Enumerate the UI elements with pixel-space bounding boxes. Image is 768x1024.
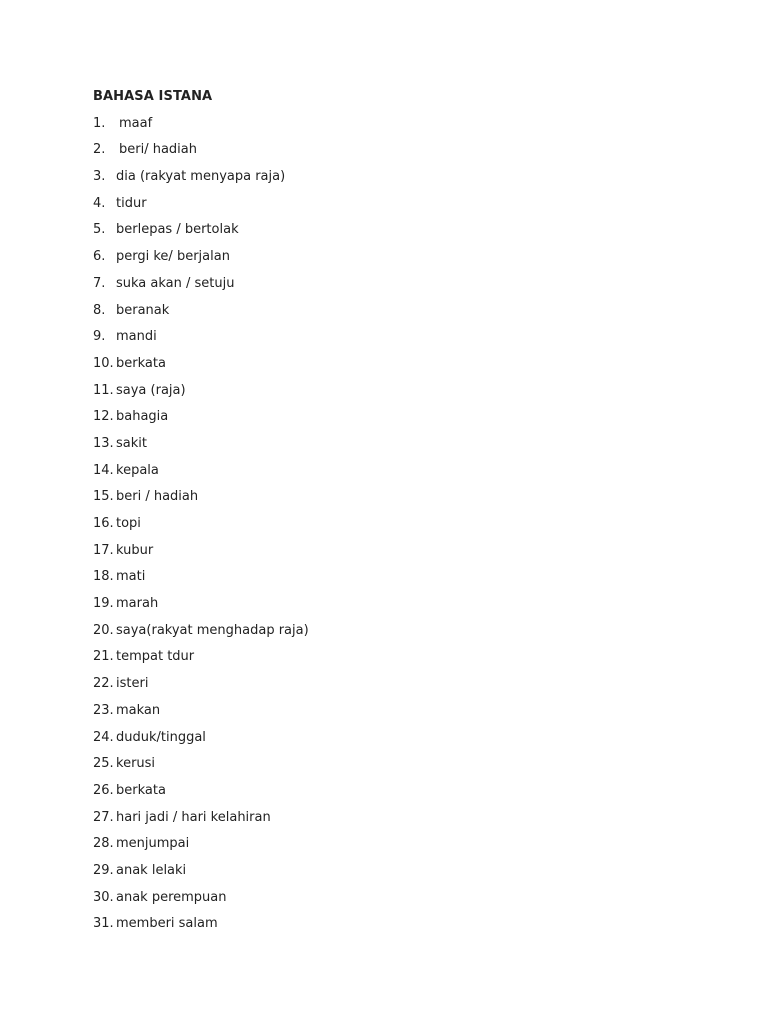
item-number: 19. xyxy=(93,596,114,612)
item-text: tidur xyxy=(116,195,147,211)
item-text: anak lelaki xyxy=(116,862,187,878)
item-text: makan xyxy=(116,702,161,718)
list-item xyxy=(93,593,733,614)
item-text: pergi ke/ berjalan xyxy=(116,249,230,265)
item-number: 5. xyxy=(93,222,106,238)
item-number: 6. xyxy=(93,249,106,265)
item-text: kubur xyxy=(116,542,154,558)
item-number: 23. xyxy=(93,702,114,718)
list-item xyxy=(93,646,733,667)
item-number: 16. xyxy=(93,516,114,531)
word-list xyxy=(93,113,733,935)
item-number: 2. xyxy=(93,142,106,158)
list-item xyxy=(93,486,733,507)
item-text: beri/ hadiah xyxy=(119,142,197,158)
list-item xyxy=(93,860,733,881)
list-item xyxy=(93,113,733,134)
item-number: 10. xyxy=(93,355,114,371)
item-number: 14. xyxy=(93,462,114,478)
list-item xyxy=(93,753,733,774)
item-text: mandi xyxy=(116,329,157,345)
item-number: 27. xyxy=(93,809,114,825)
item-number: 17. xyxy=(93,542,114,558)
list-item xyxy=(93,913,733,934)
item-text: mati xyxy=(116,569,146,585)
list-item xyxy=(93,727,733,748)
item-text: hari jadi / hari kelahiran xyxy=(116,809,271,825)
item-number: 25. xyxy=(93,756,114,772)
list-item xyxy=(93,273,733,294)
item-number: 4. xyxy=(93,195,106,211)
item-text: beranak xyxy=(116,302,170,318)
list-item xyxy=(93,807,733,828)
item-number: 1. xyxy=(93,115,106,131)
item-text: marah xyxy=(116,596,159,612)
item-text: isteri xyxy=(116,676,149,692)
list-item xyxy=(93,300,733,321)
item-number: 28. xyxy=(93,836,114,852)
list-item xyxy=(93,513,733,534)
list-item xyxy=(93,887,733,908)
item-number: 31. xyxy=(93,916,114,932)
list-item xyxy=(93,166,733,187)
list-item xyxy=(93,139,733,160)
item-text: sakit xyxy=(116,435,147,451)
item-text: tempat tdur xyxy=(116,649,195,665)
item-text: anak perempuan xyxy=(116,889,227,905)
item-number: 29. xyxy=(93,862,114,878)
item-text: beri / hadiah xyxy=(116,489,199,505)
list-item xyxy=(93,219,733,240)
item-number: 13. xyxy=(93,435,114,451)
list-item xyxy=(93,326,733,347)
list-item xyxy=(93,460,733,481)
item-text: maaf xyxy=(119,115,153,131)
document-title: BAHASA ISTANA xyxy=(93,89,213,104)
item-number: 30. xyxy=(93,889,114,905)
list-item xyxy=(93,566,733,587)
item-number: 9. xyxy=(93,329,106,345)
item-number: 21. xyxy=(93,649,114,665)
item-number: 24. xyxy=(93,729,114,745)
item-number: 3. xyxy=(93,169,106,185)
item-text: saya (raja) xyxy=(116,382,186,398)
item-text: saya(rakyat menghadap raja) xyxy=(116,622,309,638)
item-text: memberi salam xyxy=(116,916,218,932)
item-text: kerusi xyxy=(116,756,156,772)
item-number: 11. xyxy=(93,382,114,398)
list-item xyxy=(93,700,733,721)
item-number: 18. xyxy=(93,569,114,585)
item-number: 22. xyxy=(93,676,114,692)
list-item xyxy=(93,406,733,427)
list-item xyxy=(93,833,733,854)
item-text: menjumpai xyxy=(116,836,190,852)
list-item xyxy=(93,540,733,561)
list-item xyxy=(93,353,733,374)
item-text: berkata xyxy=(116,355,166,371)
document-page xyxy=(93,86,733,940)
item-number: 26. xyxy=(93,782,114,798)
item-text: topi xyxy=(116,516,141,531)
list-item xyxy=(93,246,733,267)
list-item xyxy=(93,193,733,214)
item-number: 12. xyxy=(93,409,114,425)
item-text: berkata xyxy=(116,782,166,798)
item-text: berlepas / bertolak xyxy=(116,222,239,238)
list-item xyxy=(93,433,733,454)
item-text: suka akan / setuju xyxy=(116,275,235,291)
item-text: bahagia xyxy=(116,409,169,425)
item-number: 8. xyxy=(93,302,106,318)
list-item xyxy=(93,380,733,401)
list-item xyxy=(93,780,733,801)
list-item xyxy=(93,673,733,694)
list-item xyxy=(93,620,733,641)
item-number: 7. xyxy=(93,275,106,291)
item-text: dia (rakyat menyapa raja) xyxy=(116,169,286,185)
item-text: duduk/tinggal xyxy=(116,729,206,745)
item-number: 20. xyxy=(93,622,114,638)
item-text: kepala xyxy=(116,462,159,478)
item-number: 15. xyxy=(93,489,114,505)
